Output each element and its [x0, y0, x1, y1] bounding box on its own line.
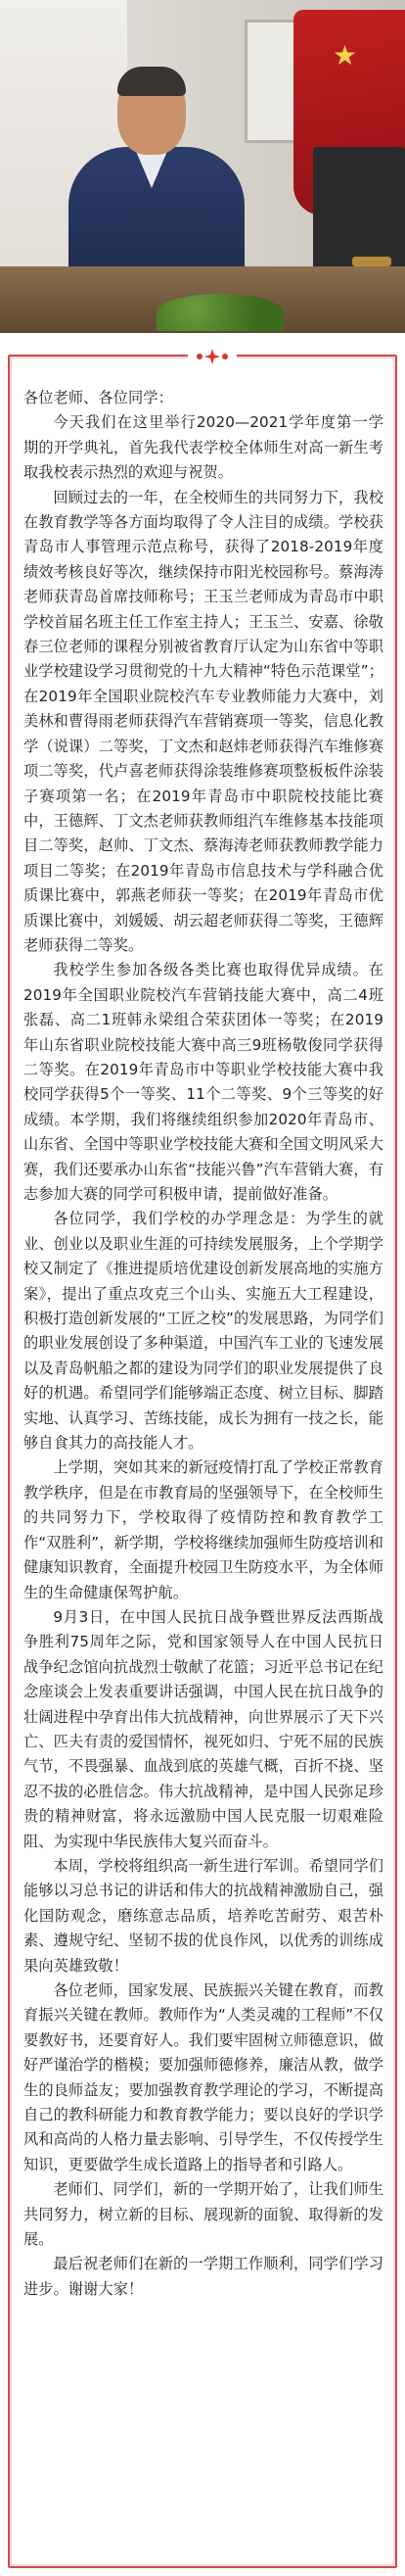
computer-monitor	[313, 147, 405, 274]
speech-paragraph-7: 本周，学校将组织高一新生进行军训。希望同学们能够以习总书记的讲话和伟大的抗战精神激励自己，强化国防观念，磨练意志品质，培养吃苦耐劳、艰苦朴素、遵规守纪、坚韧不拔的优良作风，以优秀的训练成果向英雄致敬！	[23, 1856, 383, 1975]
card-ornament	[188, 343, 237, 370]
hair	[117, 67, 186, 96]
speech-paragraph-3: 我校学生参加各级各类比赛也取得优异成绩。在2019年全国职业院校汽车营销技能大赛中，高二4班张磊、高二1班韩永梁组合荣获团体一等奖；在2019年山东省职业院校技能大赛中高三9班杨敬俊同学获得二等奖。在2019年青岛市中等职业学校技能大赛中我校同学获得5个一等奖、11个二等奖、9个三等奖的好成绩。本学期，我们将继续组织参加2020年青岛市、山东省、全国中等职业学校技能大赛和全国文明风采大赛，我们还要承办山东省“技能兴鲁”汽车营销大赛，有志参加大赛的同学可积极申请，提前做好准备。	[23, 961, 383, 1203]
speech-paragraph-10: 最后祝老师们在新的一学期工作顺利，同学们学习进步。谢谢大家！	[23, 2255, 383, 2298]
flag-star-icon: ★	[333, 39, 358, 72]
sparkle-icon	[204, 349, 220, 364]
principal-figure	[68, 69, 264, 284]
speech-paragraph-1: 今天我们在这里举行2020—2021学年度第一学期的开学典礼，首先我代表学校全体师生对高一新生考取我校表示热烈的欢迎与祝贺。	[23, 413, 383, 482]
speech-paragraph-9: 老师们、同学们，新的一学期开始了，让我们师生共同努力，树立新的目标、展现新的面貌、取得新的发展。	[23, 2180, 383, 2249]
desk-pen	[352, 257, 391, 266]
speech-paragraph-5: 上学期，突如其来的新冠疫情打乱了学校正常教育教学秩序，但是在市教育局的坚强领导下，在全校师生的共同努力下，学校取得了疫情防控和教育教学工作“双胜利”，新学期，学校将继续加强师生防疫培训和健康知识教育，全面提升校园卫生防疫水平，为全体师生的生命健康保驾护航。	[23, 1458, 383, 1601]
speech-paragraph-8: 各位老师，国家发展、民族振兴关键在教育，而教育振兴关键在教师。教师作为“人类灵魂的工程师”不仅要教好书，还要育好人。我们要牢固树立师德意识，做好严谨治学的楷模；要加强师德修养，廉洁从教，做学生的良师益友；要加强教育教学理论的学习，不断提高自己的教科研能力和教育教学能力；要以良好的学识学风和高尚的人格力量去影响、引导学生，不仅传授学生知识，更要做学生成长道路上的指导者和引路人。	[23, 1981, 383, 2173]
ornament-dot	[222, 354, 228, 359]
speech-card	[8, 355, 397, 2568]
greeting: 各位老师、各位同学：	[23, 389, 173, 406]
speech-paragraph-2: 回顾过去的一年，在全校师生的共同努力下，我校在教育教学等各方面均取得了令人注目的成绩。学校获青岛市人事管理示范点称号，获得了2018-2019年度绩效考核良好等次，继续保持市阳光校园称号。蔡海涛老师获青岛首席技师称号；王玉兰老师成为青岛市中职学校首届名班主任工作室主持人；王玉兰、安嘉、徐敬春三位老师的课程分别被省教育厅认定为山东省中等职业学校建设学习贯彻党的十九大精神“特色示范课堂”；在2019年全国职业院校汽车专业教师能力大赛中，刘美林和曹得雨老师获得汽车营销赛项一等奖，信息化教学（说课）二等奖，丁文杰和赵炜老师获得汽车维修赛项二等奖，代卢喜老师获得涂装维修赛项整板板件涂装子赛项第一名；在2019年青岛市中职院校技能比赛中，王德辉、丁文杰老师获教师组汽车维修基本技能项目二等奖，赵帅、丁文杰、蔡海涛老师获教师教学能力项目二等奖；在2019年青岛市信息技术与学科融合优质课比赛中，郭燕老师获一等奖；在2019年青岛市优质课比赛中，刘媛媛、胡云超老师获得二等奖，王德辉老师获得二等奖。	[23, 488, 383, 954]
speech-paragraph-4: 各位同学，我们学校的办学理念是：为学生的就业、创业以及职业生涯的可持续发展服务，上个学期学校又制定了《推进提质培优建设创新发展高地的实施方案》，提出了重点攻克三个山头、实施五大工程建设，积极打造创新发展的“工匠之校”的发展思路，为同学们的职业发展创设了多种渠道，中国汽车工业的飞速发展以及青岛帆船之都的建设为同学们的职业发展提供了良好的机遇。希望同学们能够端正态度、树立目标、脚踏实地、认真学习、苦练技能，成长为拥有一技之长，能够自食其力的高技能人才。	[23, 1210, 383, 1453]
principal-photo	[0, 0, 405, 333]
ornament-dot	[197, 354, 202, 359]
speech-paragraph-6: 9月3日，在中国人民抗日战争暨世界反法西斯战争胜利75周年之际，党和国家领导人在中国人民抗日战争纪念馆向抗战烈士敬献了花篮；习近平总书记在纪念座谈会上发表重要讲话强调，中国人民在抗日战争的壮阔进程中孕育出伟大抗战精神，向世界展示了天下兴亡、匹夫有责的爱国情怀，视死如归、宁死不屈的民族气节，不畏强暴、血战到底的英雄气概，百折不挠、坚忍不拔的必胜信念。伟大抗战精神，是中国人民弥足珍贵的精神财富，将永远激励中国人民克服一切艰难险阻、为实现中华民族伟大复兴而奋斗。	[23, 1607, 383, 1850]
speech-text	[23, 386, 383, 2302]
desk-plant	[157, 294, 284, 331]
